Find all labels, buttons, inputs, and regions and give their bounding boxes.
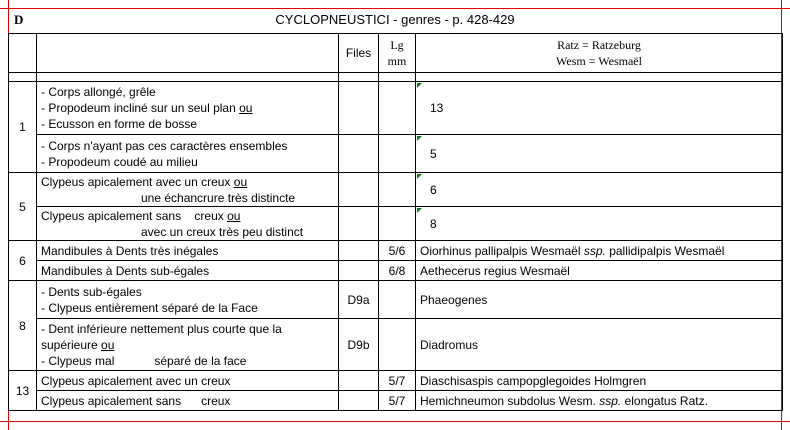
taxon-name: Phaeogenes <box>416 281 783 319</box>
couplet-5b[interactable] <box>9 207 783 241</box>
couplet-text: - Corps allongé, grêle - Propodeum incliné sur un seul plan ou - Ecusson en forme de bosse <box>37 82 339 135</box>
header-row <box>9 34 783 73</box>
taxon-name: Diadromus <box>416 319 783 371</box>
couplet-text: - Corps n'ayant pas ces caractères ensembles - Propodeum coudé au milieu <box>37 135 339 173</box>
header-lg: Lg mm <box>379 34 416 73</box>
couplet-text: - Dent inférieure nettement plus courte que la supérieure ou - Clypeus mal séparé de la face <box>37 319 339 371</box>
couplet-text: - Dents sub-égales - Clypeus entièrement séparé de la Face <box>37 281 339 319</box>
length-value: 5/7 <box>379 391 416 411</box>
couplet-number: 13 <box>9 371 37 411</box>
couplet-result[interactable]: 5 <box>416 135 783 173</box>
couplet-1a[interactable] <box>9 82 783 135</box>
spacer-row <box>9 73 783 82</box>
comment-marker-icon <box>417 208 422 213</box>
couplet-1b[interactable] <box>9 135 783 173</box>
header-desc-cell <box>37 34 339 73</box>
taxon-name: Diaschisaspis campopglegoides Holmgren <box>416 371 783 391</box>
header-abbreviations: Ratz = Ratzeburg Wesm = Wesmaël <box>416 34 783 73</box>
couplet-6b[interactable] <box>9 261 783 281</box>
couplet-number: 1 <box>9 82 37 173</box>
header-files: Files <box>339 34 379 73</box>
sheet-letter: D <box>14 12 24 27</box>
comment-marker-icon <box>417 136 422 141</box>
couplet-6a[interactable] <box>9 241 783 261</box>
couplet-number: 8 <box>9 281 37 371</box>
file-ref[interactable]: D9b <box>339 319 379 371</box>
couplet-13a[interactable] <box>9 371 783 391</box>
length-value: 5/7 <box>379 371 416 391</box>
couplet-number: 6 <box>9 241 37 281</box>
taxon-name: Hemichneumon subdolus Wesm. ssp. elongatus Ratz. <box>416 391 783 411</box>
couplet-result[interactable]: 6 <box>416 173 783 207</box>
header-num-cell <box>9 34 37 73</box>
couplet-text: Clypeus apicalement sans creux ou avec un creux très peu distinct <box>37 207 339 241</box>
couplet-8b[interactable] <box>9 319 783 371</box>
page-break-bottom <box>0 421 790 422</box>
couplet-8a[interactable] <box>9 281 783 319</box>
taxon-name: Aethecerus regius Wesmaël <box>416 261 783 281</box>
file-ref[interactable]: D9a <box>339 281 379 319</box>
couplet-13b[interactable] <box>9 391 783 411</box>
page-break-top <box>0 8 790 9</box>
sheet-title: CYCLOPNEUSTICI - genres - p. 428-429 <box>275 12 515 27</box>
couplet-result[interactable]: 8 <box>416 207 783 241</box>
couplet-number: 5 <box>9 173 37 241</box>
key-table <box>8 33 783 411</box>
couplet-text: Mandibules à Dents sub-égales <box>37 261 339 281</box>
length-value: 6/8 <box>379 261 416 281</box>
couplet-text: Mandibules à Dents très inégales <box>37 241 339 261</box>
comment-marker-icon <box>417 83 422 88</box>
couplet-result[interactable]: 13 <box>416 82 783 135</box>
couplet-text: Clypeus apicalement avec un creux <box>37 371 339 391</box>
taxon-name: Oiorhinus pallipalpis Wesmaël ssp. pallidipalpis Wesmaël <box>416 241 783 261</box>
couplet-5a[interactable] <box>9 173 783 207</box>
length-value: 5/6 <box>379 241 416 261</box>
couplet-text: Clypeus apicalement avec un creux ou une échancrure très distincte <box>37 173 339 207</box>
comment-marker-icon <box>417 174 422 179</box>
couplet-text: Clypeus apicalement sans creux <box>37 391 339 411</box>
